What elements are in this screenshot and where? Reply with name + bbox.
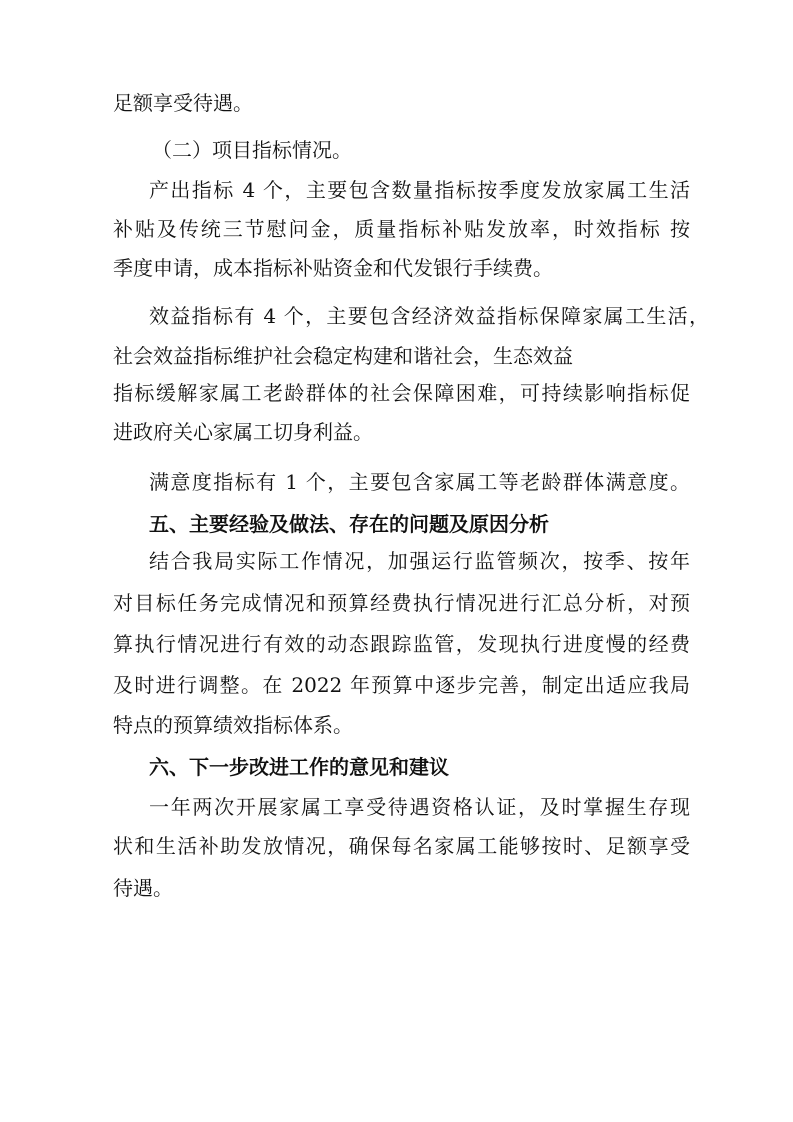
paragraph-line: 状和生活补助发放情况，确保每名家属工能够按时、足额享受 <box>113 834 690 858</box>
paragraph-line: 算执行情况进行有效的动态跟踪监管，发现执行进度慢的经费 <box>113 632 690 656</box>
paragraph-line: 一年两次开展家属工享受待遇资格认证，及时掌握生存现 <box>149 795 690 819</box>
paragraph-line: 特点的预算绩效指标体系。 <box>113 713 353 737</box>
paragraph-line: 补贴及传统三节慰问金，质量指标补贴发放率，时效指标 按 <box>113 217 690 241</box>
section-heading-5: 五、主要经验及做法、存在的问题及原因分析 <box>149 512 549 536</box>
subheading-project-indicators: （二）项目指标情况。 <box>152 138 352 162</box>
paragraph-line: 足额享受待遇。 <box>113 91 253 115</box>
paragraph-line: 待遇。 <box>113 876 173 900</box>
paragraph-line: 及时进行调整。在 2022 年预算中逐步完善，制定出适应我局 <box>113 673 690 697</box>
paragraph-line: 满意度指标有 1 个，主要包含家属工等老龄群体满意度。 <box>149 470 690 494</box>
paragraph-line: 季度申请，成本指标补贴资金和代发银行手续费。 <box>113 256 553 280</box>
paragraph-line: 对目标任务完成情况和预算经费执行情况进行汇总分析，对预 <box>113 591 690 615</box>
paragraph-line: 效益指标有 4 个，主要包含经济效益指标保障家属工生活， <box>149 304 709 328</box>
section-heading-6: 六、下一步改进工作的意见和建议 <box>149 755 449 779</box>
paragraph-line: 产出指标 4 个，主要包含数量指标按季度发放家属工生活 <box>149 178 690 202</box>
paragraph-line: 进政府关心家属工切身利益。 <box>113 420 373 444</box>
paragraph-line: 社会效益指标维护社会稳定构建和谐社会，生态效益 <box>113 344 573 368</box>
paragraph-line: 结合我局实际工作情况，加强运行监管频次，按季、按年 <box>149 549 690 573</box>
paragraph-line: 指标缓解家属工老龄群体的社会保障困难，可持续影响指标促 <box>113 381 690 405</box>
